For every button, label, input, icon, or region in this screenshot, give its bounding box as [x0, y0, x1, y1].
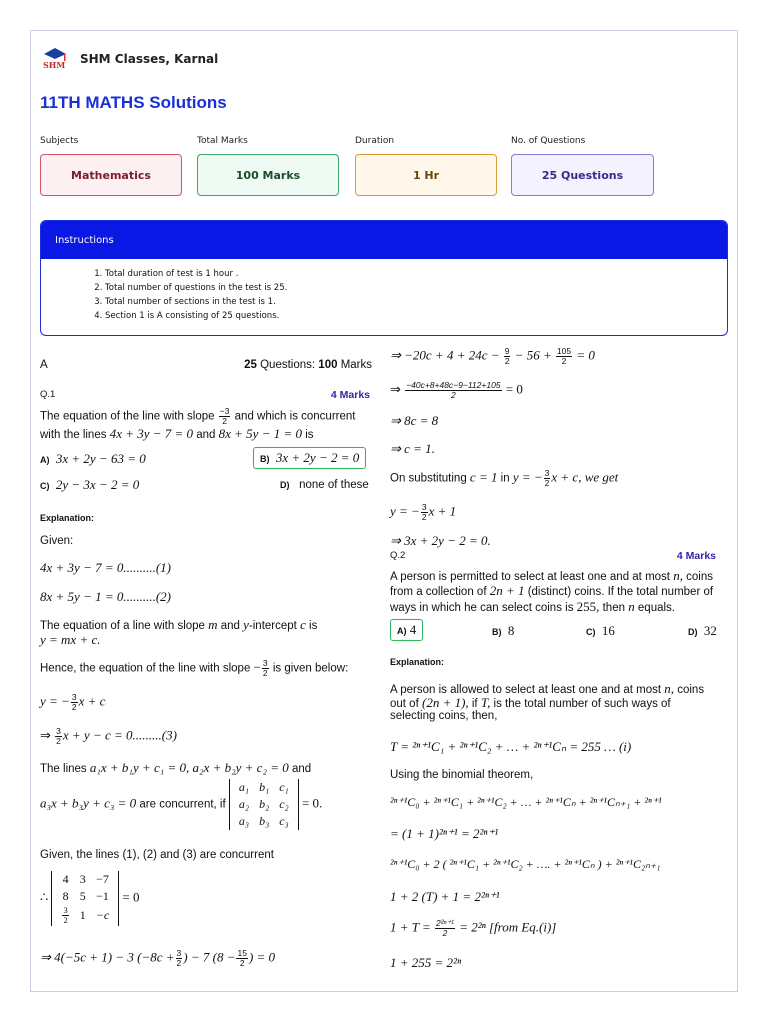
q1-expand: ⇒ 4(−5c + 1) − 3 (−8c + $\frac{3}{2}$ ) − 7 (8 − $\frac{15}{2}$ ) = 0 — [40, 948, 276, 968]
q2-bin1: ²ⁿ⁺¹C₀ + ²ⁿ⁺¹C₁ + ²ⁿ⁺¹C₂ + … + ²ⁿ⁺¹Cₙ + ²ⁿ⁺¹Cₙ₊₁ + ²ⁿ⁺¹ — [390, 795, 662, 809]
q2-t-equation: T = ²ⁿ⁺¹C₁ + ²ⁿ⁺¹C₂ + … + ²ⁿ⁺¹Cₙ = 255 … (i) — [390, 739, 632, 754]
cont-line3: ⇒ 8c = 8 — [390, 413, 439, 428]
q2-option-c[interactable]: C) 16 — [586, 623, 615, 638]
q2-option-b[interactable]: B) 8 — [492, 623, 515, 638]
right-column — [390, 343, 730, 983]
cont-result1: y = − $\frac{3}{2}$ x + 1 — [390, 502, 457, 522]
q1-given-lines: Given, the lines (1), (2) and (3) are concurrent — [40, 849, 274, 861]
instructions-panel — [40, 220, 728, 336]
q2-explanation-label: Explanation: — [390, 657, 445, 667]
q2-marks: 4 Marks — [676, 550, 716, 562]
q1-concurrency-condition: a₃x + b₃y + c₃ = 0 are concurrent, if a₁ b₁ c₁ a₂ b₂ c₂ a₃ b₃ c₃ = 0. — [40, 780, 323, 828]
cont-substitute: On substituting c = 1 in y = − $\frac{3}{2}$ x + c, we get — [390, 468, 619, 488]
q2-option-d[interactable]: D) 32 — [688, 623, 717, 638]
total-marks-card: 100 Marks — [197, 154, 339, 196]
q1-given: Given: — [40, 535, 74, 547]
subjects-card: Mathematics — [40, 154, 182, 196]
num-questions-card: 25 Questions — [511, 154, 654, 196]
instructions-list — [41, 267, 727, 323]
left-column — [40, 355, 376, 985]
q1-text-line2: with the lines 4x + 3y − 7 = 0 and 8x + 5y − 1 = 0 is — [40, 426, 314, 441]
q1-ymxc: y = mx + c. — [40, 632, 101, 647]
q2-bin5: 1 + T = $\frac{\text{2²ⁿ⁺¹}}{2}$ = 2²ⁿ [from Eq.(i)] — [390, 918, 557, 938]
q1-slope-line: The equation of a line with slope m and y-intercept c is — [40, 617, 318, 632]
q1-option-a[interactable]: A) 3x + 2y − 63 = 0 — [40, 451, 146, 466]
q2-text-line2: from a collection of 2n + 1 (distinct) coins. If the total number of — [390, 583, 714, 598]
num-questions-label: No. of Questions — [511, 136, 586, 146]
q2-binomial: Using the binomial theorem, — [390, 769, 534, 781]
page-title: 11TH MATHS Solutions — [40, 93, 227, 112]
q2-bin2: = (1 + 1)²ⁿ⁺¹ = 2²ⁿ⁺¹ — [390, 826, 499, 841]
q2-bin6: 1 + 255 = 2²ⁿ — [390, 955, 462, 970]
q1-explanation-label: Explanation: — [40, 513, 95, 523]
q1-label: Q.1 — [40, 389, 56, 400]
q1-hence: Hence, the equation of the line with slope − $\frac{3}{2}$ is given below: — [40, 658, 349, 678]
cont-line2: ⇒ $\frac{-40c+8+48c-9-112+105}{2}$ = 0 — [390, 380, 523, 400]
duration-label: Duration — [355, 136, 395, 146]
q1-option-b[interactable]: B) 3x + 2y − 2 = 0 — [253, 447, 366, 469]
q2-exp-line3: selecting coins, then, — [390, 710, 498, 722]
q1-option-c[interactable]: C) 2y − 3x − 2 = 0 — [40, 477, 140, 492]
total-marks-label: Total Marks — [197, 136, 248, 146]
q1-marks: 4 Marks — [330, 389, 370, 401]
cont-line1: ⇒ −20c + 4 + 24c − $\frac{9}{2}$ − 56 + $\frac{105}{2}$ = 0 — [390, 346, 595, 366]
q2-exp-line2: out of (2n + 1), if T, is the total number of such ways of — [390, 695, 671, 710]
instruction-item: 2. Total number of questions in the test is 25. — [105, 281, 727, 295]
q1-lines-text: The lines a₁x + b₁y + c₁ = 0, a₂x + b₂y + c₂ = 0 and — [40, 760, 312, 775]
q1-eq-y: y = − $\frac{3}{2}$ x + c — [40, 692, 106, 712]
q1-eq3: ⇒ $\frac{3}{2}$ x + y − c = 0.........(3) — [40, 726, 177, 746]
duration-card: 1 Hr — [355, 154, 497, 196]
q1-generic-determinant: a₁ b₁ c₁ a₂ b₂ c₂ a₃ b₃ c₃ — [229, 779, 299, 830]
q2-text-line1: A person is permitted to select at least one and at most n, coins — [390, 568, 714, 583]
cont-line4: ⇒ c = 1. — [390, 441, 435, 456]
q2-text-line3: ways in which he can select coins is 255, then n equals. — [390, 599, 675, 614]
q2-label: Q.2 — [390, 550, 406, 561]
q2-exp-line1: A person is allowed to select at least one and at most n, coins — [390, 681, 705, 696]
brand-header — [40, 46, 218, 72]
q1-eq2: 8x + 5y − 1 = 0..........(2) — [40, 589, 172, 604]
section-name: A — [40, 359, 48, 371]
instruction-item: 3. Total number of sections in the test is 1. — [105, 295, 727, 309]
svg-text:SHM: SHM — [43, 60, 66, 70]
brand-name: SHM Classes, Karnal — [80, 52, 219, 66]
q1-option-d[interactable]: D) none of these — [280, 479, 369, 491]
q2-bin4: 1 + 2 (T) + 1 = 2²ⁿ⁺¹ — [390, 889, 500, 904]
q1-text-line1: The equation of the line with slope $\frac{-3}{2}$ and which is concurrent — [40, 406, 356, 426]
shm-logo — [40, 46, 70, 72]
instructions-heading: Instructions — [41, 221, 727, 259]
q1-eq1: 4x + 3y − 7 = 0..........(1) — [40, 560, 172, 575]
subjects-label: Subjects — [40, 136, 79, 146]
instruction-item: 4. Section 1 is A consisting of 25 questions. — [105, 309, 727, 323]
instruction-item: 1. Total duration of test is 1 hour . — [105, 267, 727, 281]
q2-option-a[interactable]: A) 4 — [390, 619, 423, 641]
section-summary: 25 Questions: 100 Marks — [244, 359, 372, 371]
q1-determinant-eq: ∴ 4 3 −7 8 5 −1 $\frac{3}{2}$ 1 −c = 0 — [40, 872, 140, 925]
cont-result2: ⇒ 3x + 2y − 2 = 0. — [390, 533, 491, 548]
q2-bin3: ²ⁿ⁺¹C₀ + 2 ( ²ⁿ⁺¹C₁ + ²ⁿ⁺¹C₂ + …. + ²ⁿ⁺¹Cₙ ) + ²ⁿ⁺¹C₂ₙ₊₁ — [390, 857, 661, 871]
